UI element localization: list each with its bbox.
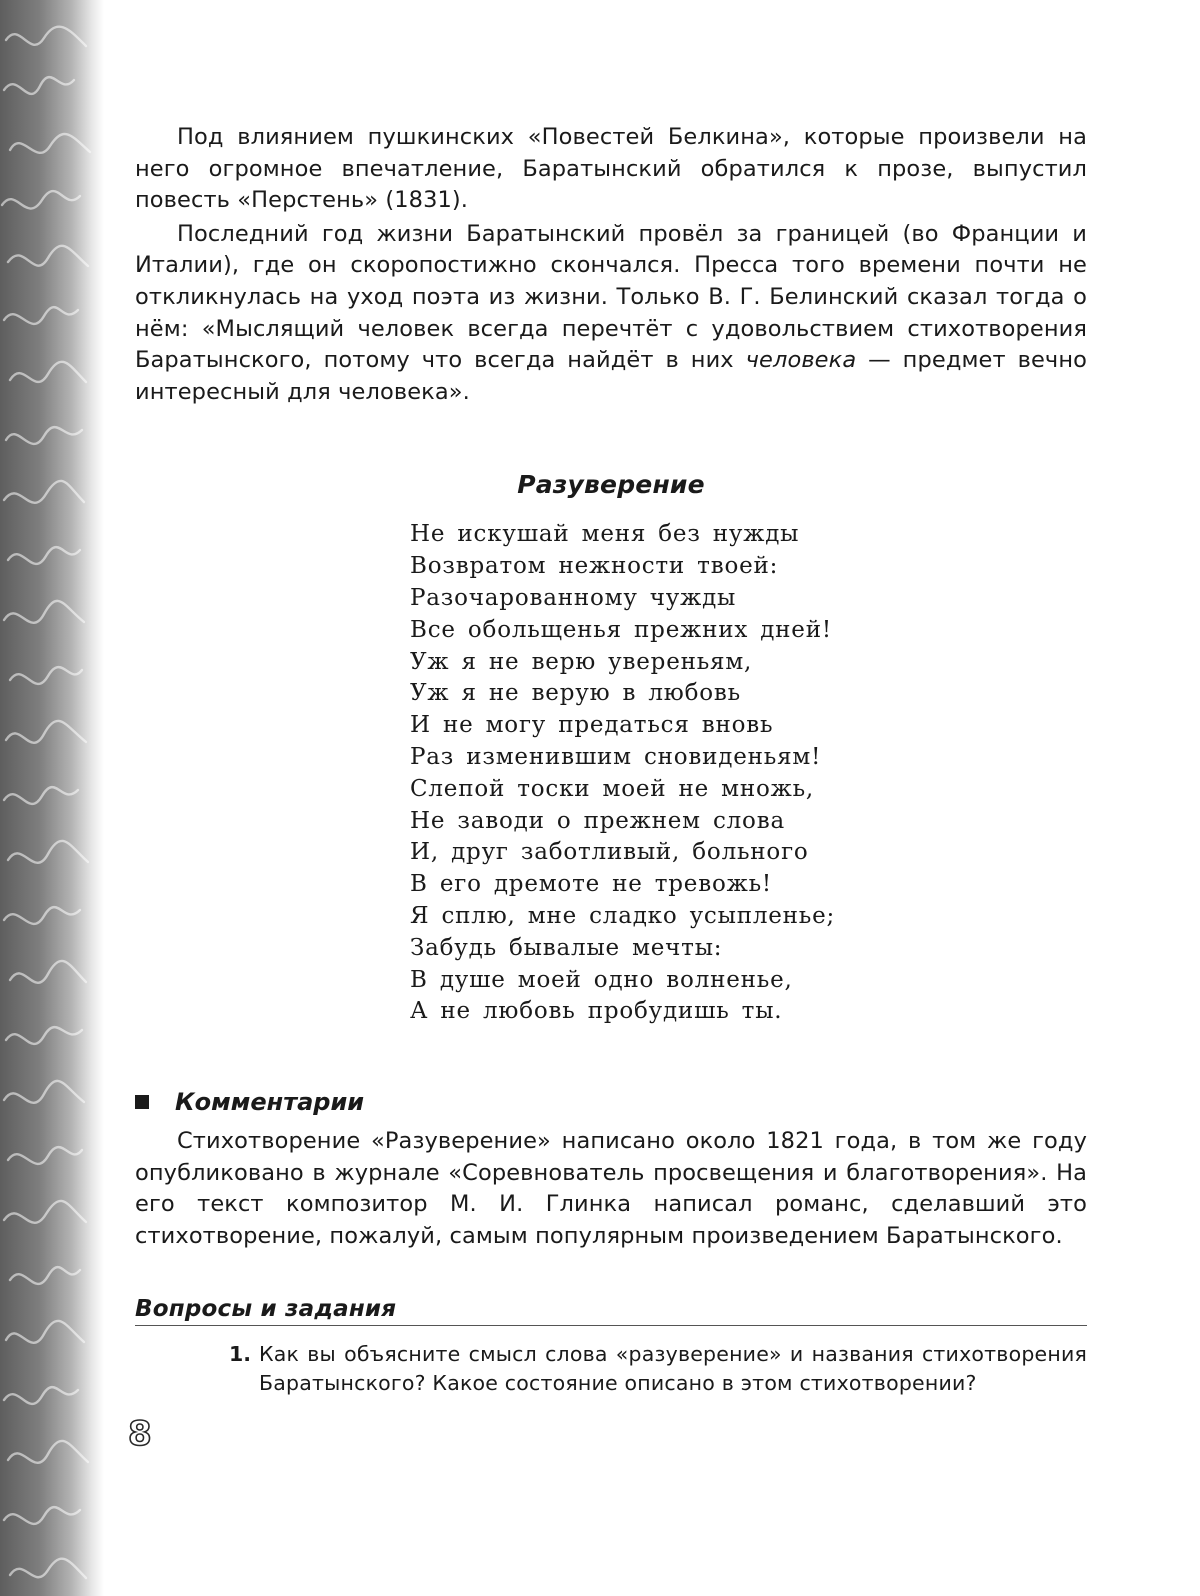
handwriting-margin-decoration — [0, 0, 104, 1596]
poem-title: Разуверение — [517, 470, 705, 500]
question-item — [229, 1340, 1087, 1398]
questions-heading: Вопросы и задания — [135, 1296, 1087, 1326]
question-text: Как вы объясните смысл слова «разуверение» и названия стихотворения Баратынского? Какое состояние описано в этом стихотворении? — [259, 1342, 1087, 1396]
square-bullet-icon — [135, 1095, 149, 1109]
poem-line: И, друг заботливый, больного — [410, 839, 809, 866]
intro-paragraph-2-start: Последний год жизни Баратынский провёл за границей (во Франции и Италии), где он скоропостижно скончался. Пресса того времени почти не откликнулась на уход поэта из жизни. Только В. Г. Белинский сказал тогда о нём: «Мыслящий человек всегда перечтёт с удовольствием стихотворения Баратынского, потому что всегда найдёт в них — [135, 220, 1087, 374]
comments-paragraph: Стихотворение «Разуверение» написано около 1821 года, в том же году опубликовано в журнале «Соревнователь просвещения и благотворения». На его текст композитор М. И. Глинка написал романс, сделавший это стихотворение, пожалуй, самым популярным произведением Баратынского. — [135, 1128, 1087, 1249]
poem-line: Раз изменившим сновиденьям! — [410, 743, 822, 770]
poem-line: Разочарованному чужды — [410, 584, 737, 611]
comments-heading — [135, 1086, 1087, 1118]
handwriting-decoration-icon — [0, 0, 104, 1596]
intro-paragraph-2-end: — предмет вечно интересный для человека». — [135, 347, 1087, 405]
poem-line: Слепой тоски моей не множь, — [410, 775, 815, 802]
intro-paragraph-1: Под влиянием пушкинских «Повестей Белкина», которые произвели на него огромное впечатление, Баратынский обратился к прозе, выпустил повесть «Перстень» (1831). — [135, 124, 1087, 214]
poem-line: В его дремоте не тревожь! — [410, 871, 772, 898]
poem-line: Забудь бывалые мечты: — [410, 934, 723, 961]
page-number: 8 — [128, 1414, 152, 1454]
poem-line: В душе моей одно волненье, — [410, 966, 793, 993]
poem-line: А не любовь пробудишь ты. — [410, 998, 783, 1025]
poem-body — [410, 519, 1087, 1028]
intro-paragraph-2 — [135, 219, 1087, 409]
comments-heading-text: Комментарии — [175, 1088, 365, 1117]
poem-line: И не могу предаться вновь — [410, 712, 774, 739]
poem-line: Все обольщенья прежних дней! — [410, 616, 832, 643]
poem-line: Я сплю, мне сладко усыпленье; — [410, 902, 836, 929]
poem-line: Не искушай меня без нужды — [410, 521, 800, 548]
page-content — [135, 122, 1087, 1398]
poem-line: Уж я не верую в любовь — [410, 680, 741, 707]
poem-line: Не заводи о прежнем слова — [410, 807, 785, 834]
poem-line: Уж я не верю увереньям, — [410, 648, 753, 675]
intro-paragraph-2-emphasis: человека — [745, 347, 857, 374]
question-number: 1. — [229, 1342, 252, 1367]
poem-line: Возвратом нежности твоей: — [410, 553, 779, 580]
